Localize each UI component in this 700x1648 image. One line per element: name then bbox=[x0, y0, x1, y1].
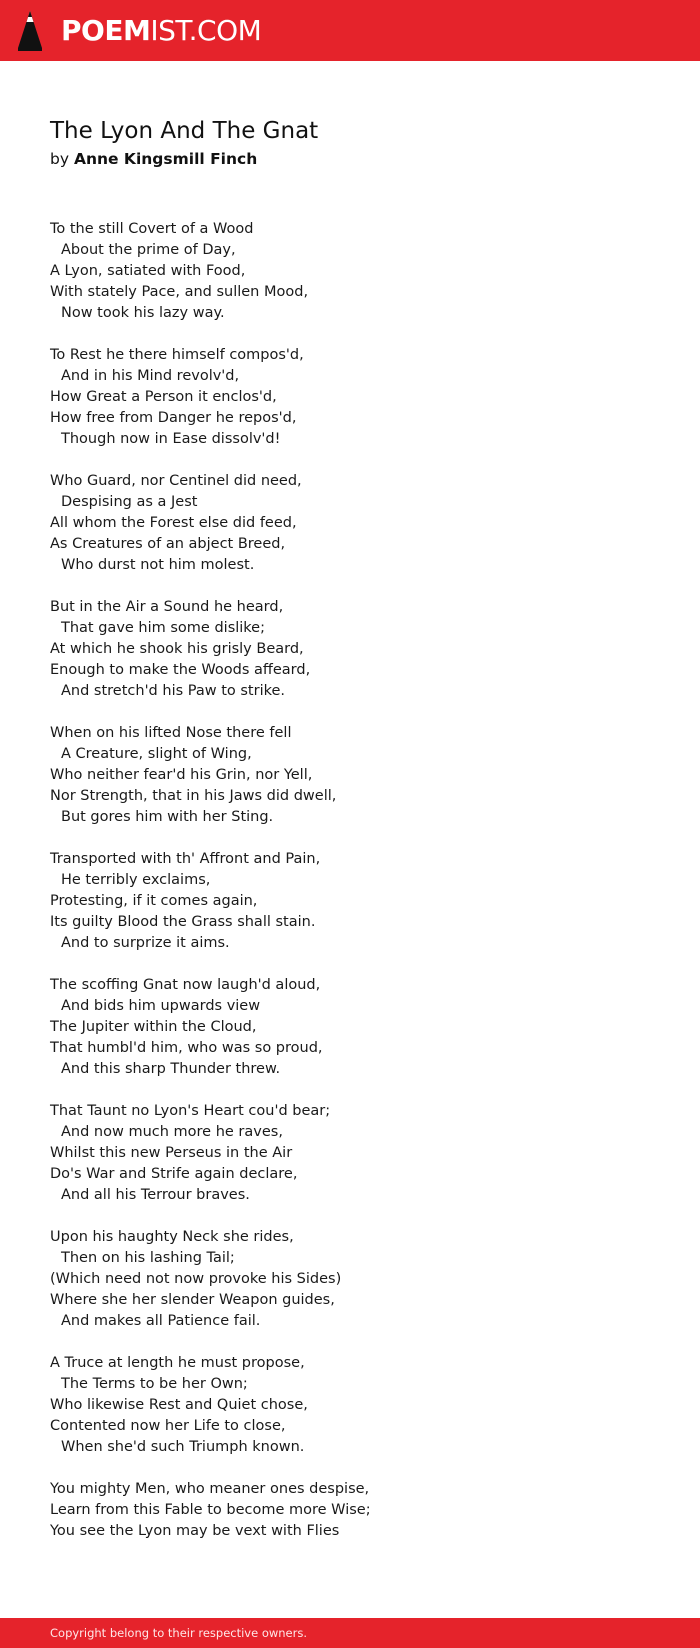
poem-line: The scoffing Gnat now laugh'd aloud, bbox=[50, 977, 321, 993]
poem-author[interactable]: Anne Kingsmill Finch bbox=[73, 150, 258, 168]
poem-line: A Creature, slight of Wing, bbox=[61, 746, 252, 762]
site-header bbox=[0, 0, 700, 61]
site-logo-link[interactable] bbox=[16, 9, 261, 53]
poem-line: Who durst not him molest. bbox=[61, 557, 255, 573]
poem-line: Where she her slender Weapon guides, bbox=[50, 1292, 335, 1308]
poem-stanza bbox=[50, 1227, 650, 1332]
poem-line: Who Guard, nor Centinel did need, bbox=[50, 473, 302, 489]
site-logo-text bbox=[61, 9, 261, 53]
poem-line: A Lyon, satiated with Food, bbox=[50, 263, 246, 279]
poem-title: The Lyon And The Gnat bbox=[50, 118, 319, 144]
poem-line: When she'd such Triumph known. bbox=[61, 1439, 305, 1455]
poem-line: To Rest he there himself compos'd, bbox=[50, 347, 304, 363]
poem-line: A Truce at length he must propose, bbox=[50, 1355, 305, 1371]
pencil-tip-icon bbox=[16, 10, 44, 52]
poem-line: That humbl'd him, who was so proud, bbox=[50, 1040, 323, 1056]
logo-light-text: IST.COM bbox=[150, 14, 262, 47]
poem-line: At which he shook his grisly Beard, bbox=[50, 641, 304, 657]
poem-line: And in his Mind revolv'd, bbox=[61, 368, 240, 384]
poem-stanza bbox=[50, 1479, 650, 1542]
poem-body bbox=[50, 219, 650, 1563]
poem-line: As Creatures of an abject Breed, bbox=[50, 536, 286, 552]
poem-stanza bbox=[50, 723, 650, 828]
poem-line: Transported with th' Affront and Pain, bbox=[50, 851, 321, 867]
poem-line: Nor Strength, that in his Jaws did dwell, bbox=[50, 788, 337, 804]
poem-line: But in the Air a Sound he heard, bbox=[50, 599, 284, 615]
poem-line: That Taunt no Lyon's Heart cou'd bear; bbox=[50, 1103, 331, 1119]
poem-byline bbox=[50, 148, 257, 170]
poem-stanza bbox=[50, 849, 650, 954]
poem-line: Upon his haughty Neck she rides, bbox=[50, 1229, 294, 1245]
poem-line: And this sharp Thunder threw. bbox=[61, 1061, 281, 1077]
poem-line: Learn from this Fable to become more Wise; bbox=[50, 1502, 371, 1518]
poem-line: And bids him upwards view bbox=[61, 998, 261, 1014]
site-footer bbox=[0, 1618, 700, 1648]
logo-bold-text: POEM bbox=[61, 14, 151, 47]
poem-line: Who neither fear'd his Grin, nor Yell, bbox=[50, 767, 313, 783]
poem-stanza bbox=[50, 975, 650, 1080]
poem-line: Despising as a Jest bbox=[61, 494, 198, 510]
poem-line: Enough to make the Woods affeard, bbox=[50, 662, 311, 678]
poem-line: He terribly exclaims, bbox=[61, 872, 211, 888]
poem-line: Though now in Ease dissolv'd! bbox=[61, 431, 281, 447]
poem-line: And makes all Patience fail. bbox=[61, 1313, 261, 1329]
poem-line: How free from Danger he repos'd, bbox=[50, 410, 297, 426]
poem-line: Its guilty Blood the Grass shall stain. bbox=[50, 914, 316, 930]
poem-line: With stately Pace, and sullen Mood, bbox=[50, 284, 309, 300]
poem-stanza bbox=[50, 597, 650, 702]
poem-line: And all his Terrour braves. bbox=[61, 1187, 250, 1203]
poem-line: But gores him with her Sting. bbox=[61, 809, 274, 825]
poem-stanza bbox=[50, 1353, 650, 1458]
poem-line: You see the Lyon may be vext with Flies bbox=[50, 1523, 340, 1539]
poem-stanza bbox=[50, 471, 650, 576]
poem-line: Then on his lashing Tail; bbox=[61, 1250, 235, 1266]
poem-line: About the prime of Day, bbox=[61, 242, 236, 258]
poem-line: That gave him some dislike; bbox=[61, 620, 265, 636]
poem-line: And to surprize it aims. bbox=[61, 935, 230, 951]
poem-line: Protesting, if it comes again, bbox=[50, 893, 258, 909]
poem-line: Who likewise Rest and Quiet chose, bbox=[50, 1397, 308, 1413]
poem-line: Contented now her Life to close, bbox=[50, 1418, 286, 1434]
by-label: by bbox=[50, 150, 70, 168]
poem-line: The Terms to be her Own; bbox=[61, 1376, 248, 1392]
poem-line: You mighty Men, who meaner ones despise, bbox=[50, 1481, 370, 1497]
poem-line: The Jupiter within the Cloud, bbox=[50, 1019, 257, 1035]
poem-stanza bbox=[50, 345, 650, 450]
poem-line: (Which need not now provoke his Sides) bbox=[50, 1271, 342, 1287]
poem-line: When on his lifted Nose there fell bbox=[50, 725, 292, 741]
poem-line: And stretch'd his Paw to strike. bbox=[61, 683, 286, 699]
poem-line: All whom the Forest else did feed, bbox=[50, 515, 297, 531]
poem-line: And now much more he raves, bbox=[61, 1124, 283, 1140]
poem-stanza bbox=[50, 219, 650, 324]
poem-line: How Great a Person it enclos'd, bbox=[50, 389, 277, 405]
footer-copyright: Copyright belong to their respective owners. bbox=[50, 1626, 308, 1640]
poem-stanza bbox=[50, 1101, 650, 1206]
poem-line: Do's War and Strife again declare, bbox=[50, 1166, 298, 1182]
poem-line: To the still Covert of a Wood bbox=[50, 221, 254, 237]
poem-line: Whilst this new Perseus in the Air bbox=[50, 1145, 293, 1161]
poem-line: Now took his lazy way. bbox=[61, 305, 225, 321]
